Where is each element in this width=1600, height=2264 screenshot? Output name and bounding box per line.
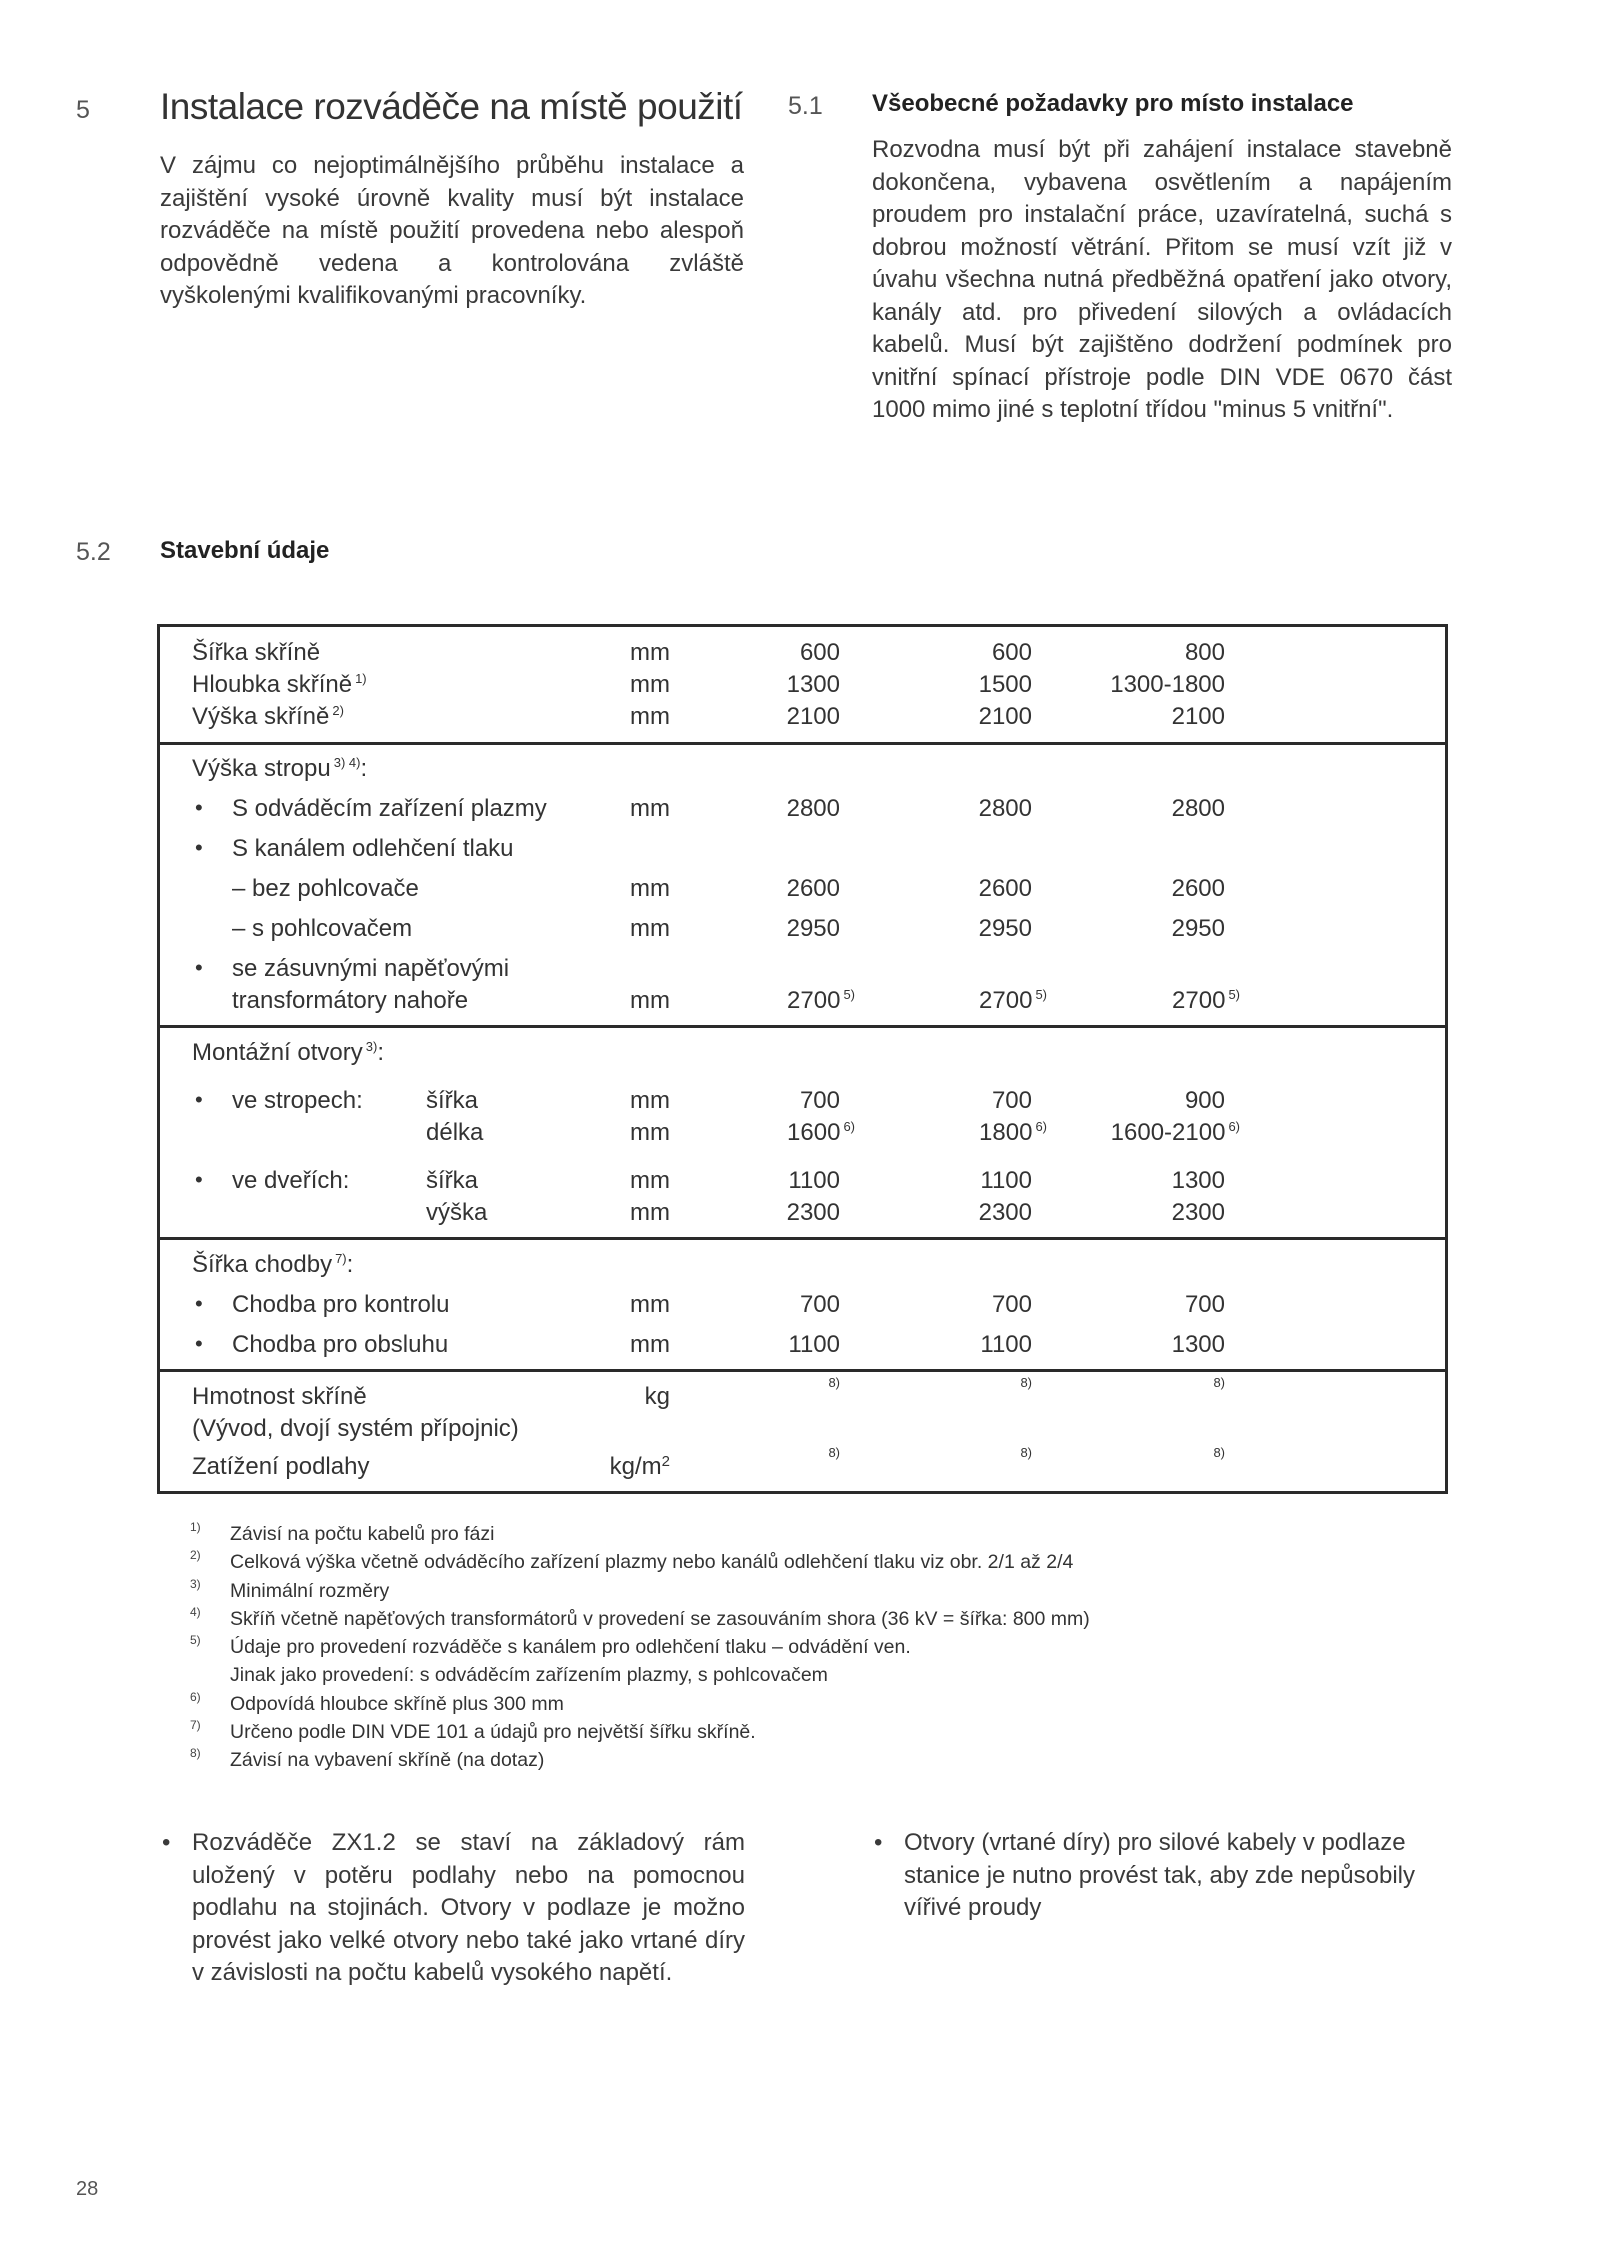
value-col-1: 8) bbox=[828, 1375, 840, 1390]
footnote-ref: 5) bbox=[1035, 987, 1047, 1002]
value-col-3: 2100 bbox=[1171, 703, 1225, 730]
row-unit: mm bbox=[630, 703, 670, 730]
row-unit: mm bbox=[630, 1087, 670, 1114]
value-col-2: 700 bbox=[991, 1087, 1032, 1114]
value-col-2: 8) bbox=[1020, 1445, 1032, 1460]
value-col-2: 1500 bbox=[978, 671, 1032, 698]
value-col-3: 8) bbox=[1213, 1445, 1225, 1460]
colon: : bbox=[377, 1039, 384, 1066]
bullet-icon: • bbox=[195, 835, 203, 860]
value-col-3: 2300 bbox=[1171, 1199, 1225, 1226]
row-unit: mm bbox=[630, 1331, 670, 1358]
value-col-1: 2300 bbox=[786, 1199, 840, 1226]
table-row bbox=[160, 1445, 1445, 1485]
footnote-ref: 3) bbox=[365, 1039, 378, 1054]
table-row bbox=[160, 703, 1445, 735]
row-label: Výška skříně bbox=[192, 703, 330, 730]
row-unit: kg bbox=[644, 1383, 670, 1410]
footnote-text: Skříň včetně napěťových transformátorů v provedení se zasouváním shora (36 kV = šířka: 800 mm) bbox=[230, 1607, 1090, 1630]
footnote-ref: 6) bbox=[1035, 1119, 1047, 1134]
table-row bbox=[160, 1199, 1445, 1231]
table-divider bbox=[160, 1025, 1445, 1028]
table-row bbox=[160, 1291, 1445, 1323]
row-label: transformátory nahoře bbox=[232, 987, 469, 1014]
value-col-2: 2700 bbox=[979, 987, 1033, 1014]
value-col-2: 2950 bbox=[978, 915, 1032, 942]
section-number: 5 bbox=[76, 96, 90, 124]
table-row bbox=[160, 639, 1445, 671]
colon: : bbox=[360, 755, 368, 782]
table-row bbox=[160, 1167, 1445, 1199]
value-col-1: 700 bbox=[799, 1291, 840, 1318]
value-col-1: 2100 bbox=[786, 703, 840, 730]
row-unit: mm bbox=[630, 795, 670, 822]
value-col-2: 1100 bbox=[980, 1167, 1032, 1194]
value-col-2: 2600 bbox=[978, 875, 1032, 902]
footnote-mark: 1) bbox=[190, 1520, 201, 1534]
footnote-text: Určeno podle DIN VDE 101 a údajů pro největší šířku skříně. bbox=[230, 1721, 756, 1744]
row-unit: mm bbox=[630, 1119, 670, 1146]
table-row bbox=[160, 875, 1445, 907]
value-col-1: 2600 bbox=[786, 875, 840, 902]
bullet-text: Rozváděče ZX1.2 se staví na základový rám uložený v potěru podlahy nebo na pomocnou podlahu na stojinách. Otvory v podlaze je možno provést jako velké otvory nebo také jako vrtané díry v závislosti na počtu kabelů vysokého napětí. bbox=[192, 1829, 745, 1986]
bullet-icon: • bbox=[195, 1331, 203, 1356]
bullet-icon: • bbox=[195, 795, 203, 820]
subsection-paragraph: Rozvodna musí být při zahájení instalace stavebně dokončena, vybavena osvětlením a napájením proudem pro instalační práce, uzavíratelná, suchá s dobrou možností větrání. Přitom se musí vzít již v úvahu všechna nutná předběžná opatření jako otvory, kanály atd. pro přivedení silových a ovládacích kabelů. Musí být zajištěno dodržení podmínek pro vnitřní spínací přístroje podle DIN VDE 0670 část 1000 mimo jiné s teplotní třídou "minus 5 vnitřní". bbox=[872, 136, 1452, 423]
value-col-1: 2950 bbox=[786, 915, 840, 942]
footnote-ref: 5) bbox=[1228, 987, 1240, 1002]
footnote-mark: 6) bbox=[190, 1689, 201, 1704]
value-col-2: 2300 bbox=[978, 1199, 1032, 1226]
footnote-text: Minimální rozměry bbox=[230, 1579, 390, 1602]
footnote-text: Celková výška včetně odváděcího zařízení plazmy nebo kanálů odlehčení tlaku viz obr. 2/1 až 2/4 bbox=[230, 1551, 1074, 1574]
value-col-1: 700 bbox=[799, 1087, 840, 1114]
value-col-3: 2800 bbox=[1171, 795, 1225, 822]
subsection-title: Všeobecné požadavky pro místo instalace bbox=[872, 90, 1354, 117]
footnote-text: Odpovídá hloubce skříně plus 300 mm bbox=[230, 1692, 564, 1715]
row-label: Chodba pro kontrolu bbox=[232, 1291, 450, 1318]
bullet-icon: • bbox=[195, 1087, 203, 1112]
footnote-ref: 1) bbox=[355, 671, 367, 686]
row-unit: mm bbox=[630, 915, 670, 942]
table-row bbox=[160, 915, 1445, 947]
row-label: (Vývod, dvojí systém přípojnic) bbox=[192, 1415, 519, 1442]
unit-exponent: 2 bbox=[661, 1453, 670, 1470]
value-col-1: 1100 bbox=[788, 1167, 840, 1194]
table-row bbox=[160, 987, 1445, 1019]
row-label: ve stropech: bbox=[232, 1087, 363, 1114]
row-label: Zatížení podlahy bbox=[192, 1453, 370, 1480]
group-heading bbox=[160, 1251, 1445, 1283]
value-col-3: 800 bbox=[1184, 639, 1225, 666]
group-heading bbox=[160, 755, 1445, 787]
footnote-mark: 4) bbox=[190, 1604, 201, 1619]
bullet-paragraph bbox=[874, 1827, 1454, 1925]
bullet-icon: • bbox=[195, 955, 203, 980]
value-col-1: 600 bbox=[799, 639, 840, 666]
footnote-ref: 2) bbox=[332, 703, 344, 718]
value-col-3: 8) bbox=[1213, 1375, 1225, 1390]
footnote-text: Závisí na počtu kabelů pro fázi bbox=[230, 1523, 495, 1545]
value-col-2: 700 bbox=[991, 1291, 1032, 1318]
page-number: 28 bbox=[76, 2178, 99, 2200]
value-col-1: 2700 bbox=[787, 987, 841, 1014]
footnote-ref: 6) bbox=[1228, 1119, 1240, 1134]
value-col-3: 1300 bbox=[1171, 1331, 1225, 1358]
row-label: Hloubka skříně bbox=[192, 671, 353, 698]
group-heading-label: Montážní otvory bbox=[192, 1039, 363, 1066]
row-unit: mm bbox=[630, 987, 670, 1014]
value-col-2: 2800 bbox=[978, 795, 1032, 822]
value-col-1: 8) bbox=[828, 1445, 840, 1460]
row-label: S kanálem odlehčení tlaku bbox=[232, 835, 514, 862]
bullet-icon: • bbox=[195, 1291, 203, 1316]
row-unit: mm bbox=[630, 639, 670, 666]
row-label: – bez pohlcovače bbox=[232, 875, 419, 902]
value-col-2: 8) bbox=[1020, 1375, 1032, 1390]
value-col-1: 2800 bbox=[786, 795, 840, 822]
footnote-ref: 7) bbox=[335, 1251, 347, 1266]
table-row bbox=[160, 1119, 1445, 1151]
footnote-text: Závisí na vybavení skříně (na dotaz) bbox=[230, 1749, 545, 1772]
footnote-ref: 3) 4) bbox=[333, 755, 361, 770]
row-label: Chodba pro obsluhu bbox=[232, 1331, 449, 1358]
value-col-1: 1100 bbox=[788, 1331, 840, 1358]
row-unit: mm bbox=[630, 875, 670, 902]
bullet-icon: • bbox=[162, 1829, 171, 1856]
row-sublabel: délka bbox=[426, 1119, 484, 1146]
row-sublabel: šířka bbox=[426, 1167, 479, 1194]
table-row bbox=[160, 835, 1445, 867]
value-col-2: 2100 bbox=[978, 703, 1032, 730]
footnote-ref: 6) bbox=[843, 1119, 855, 1134]
row-sublabel: šířka bbox=[426, 1087, 479, 1114]
row-label: – s pohlcovačem bbox=[232, 915, 413, 942]
value-col-3: 1600-2100 bbox=[1110, 1119, 1226, 1146]
value-col-2: 1800 bbox=[979, 1119, 1033, 1146]
row-label: Hmotnost skříně bbox=[192, 1383, 367, 1410]
table-row bbox=[160, 1415, 1445, 1447]
subsection-number: 5.1 bbox=[788, 92, 823, 120]
bullet-text: Otvory (vrtané díry) pro silové kabely v podlaze stanice je nutno provést tak, aby zde nepůsobily vířivé proudy bbox=[904, 1829, 1415, 1921]
footnote-mark: 8) bbox=[190, 1746, 201, 1761]
footnote-text: Údaje pro provedení rozváděče s kanálem pro odlehčení tlaku – odvádění ven. bbox=[230, 1636, 911, 1659]
value-col-2: 600 bbox=[991, 639, 1032, 666]
footnote-mark: 7) bbox=[190, 1718, 201, 1733]
row-unit: kg/m bbox=[609, 1453, 662, 1480]
section-paragraph: V zájmu co nejoptimálnějšího průběhu instalace a zajištění vysoké úrovně kvality musí být instalace rozváděče na místě použití provedena nebo alespoň odpovědně vedena a kontrolována zvláště vyškolenými kvalifikovanými pracovníky. bbox=[160, 152, 744, 309]
table-row bbox=[160, 1087, 1445, 1119]
row-sublabel: výška bbox=[426, 1199, 488, 1226]
subsection-title: Stavební údaje bbox=[160, 537, 330, 564]
bullet-icon: • bbox=[874, 1829, 883, 1856]
value-col-3: 2700 bbox=[1172, 987, 1226, 1014]
value-col-3: 2600 bbox=[1171, 875, 1225, 902]
bullet-icon: • bbox=[195, 1167, 203, 1192]
value-col-1: 1300 bbox=[786, 671, 840, 698]
group-heading-label: Šířka chodby bbox=[192, 1251, 333, 1278]
value-col-3: 2950 bbox=[1171, 915, 1225, 942]
footnote-text: Jinak jako provedení: s odváděcím zařízením plazmy, s pohlcovačem bbox=[230, 1664, 828, 1687]
value-col-2: 1100 bbox=[980, 1331, 1032, 1358]
construction-data-table bbox=[157, 624, 1448, 1494]
table-row bbox=[160, 955, 1445, 987]
row-label: se zásuvnými napěťovými bbox=[232, 955, 510, 982]
row-label: ve dveřích: bbox=[232, 1167, 350, 1194]
table-divider bbox=[160, 742, 1445, 745]
table-row bbox=[160, 1331, 1445, 1363]
value-col-3: 700 bbox=[1184, 1291, 1225, 1318]
table-row bbox=[160, 1375, 1445, 1415]
group-heading bbox=[160, 1039, 1445, 1071]
table-row bbox=[160, 795, 1445, 827]
section-title: Instalace rozváděče na místě použití bbox=[160, 86, 743, 127]
table-divider bbox=[160, 1237, 1445, 1240]
footnote-mark: 5) bbox=[190, 1633, 201, 1648]
row-unit: mm bbox=[630, 1199, 670, 1226]
value-col-3: 1300 bbox=[1171, 1167, 1225, 1194]
value-col-3: 1300-1800 bbox=[1110, 671, 1225, 698]
row-unit: mm bbox=[630, 671, 670, 698]
bullet-paragraph bbox=[162, 1827, 745, 1990]
table-divider bbox=[160, 1369, 1445, 1372]
row-unit: mm bbox=[630, 1291, 670, 1318]
value-col-3: 900 bbox=[1184, 1087, 1225, 1114]
footnote-mark: 2) bbox=[190, 1548, 201, 1563]
table-row bbox=[160, 671, 1445, 703]
group-heading-label: Výška stropu bbox=[192, 755, 331, 782]
footnote-ref: 5) bbox=[843, 987, 855, 1002]
footnote-mark: 3) bbox=[190, 1576, 201, 1591]
colon: : bbox=[346, 1251, 354, 1278]
row-unit: mm bbox=[630, 1167, 670, 1194]
subsection-number: 5.2 bbox=[76, 538, 111, 566]
row-label: Šířka skříně bbox=[192, 639, 321, 666]
value-col-1: 1600 bbox=[787, 1119, 841, 1146]
row-label: S odváděcím zařízení plazmy bbox=[232, 795, 547, 822]
